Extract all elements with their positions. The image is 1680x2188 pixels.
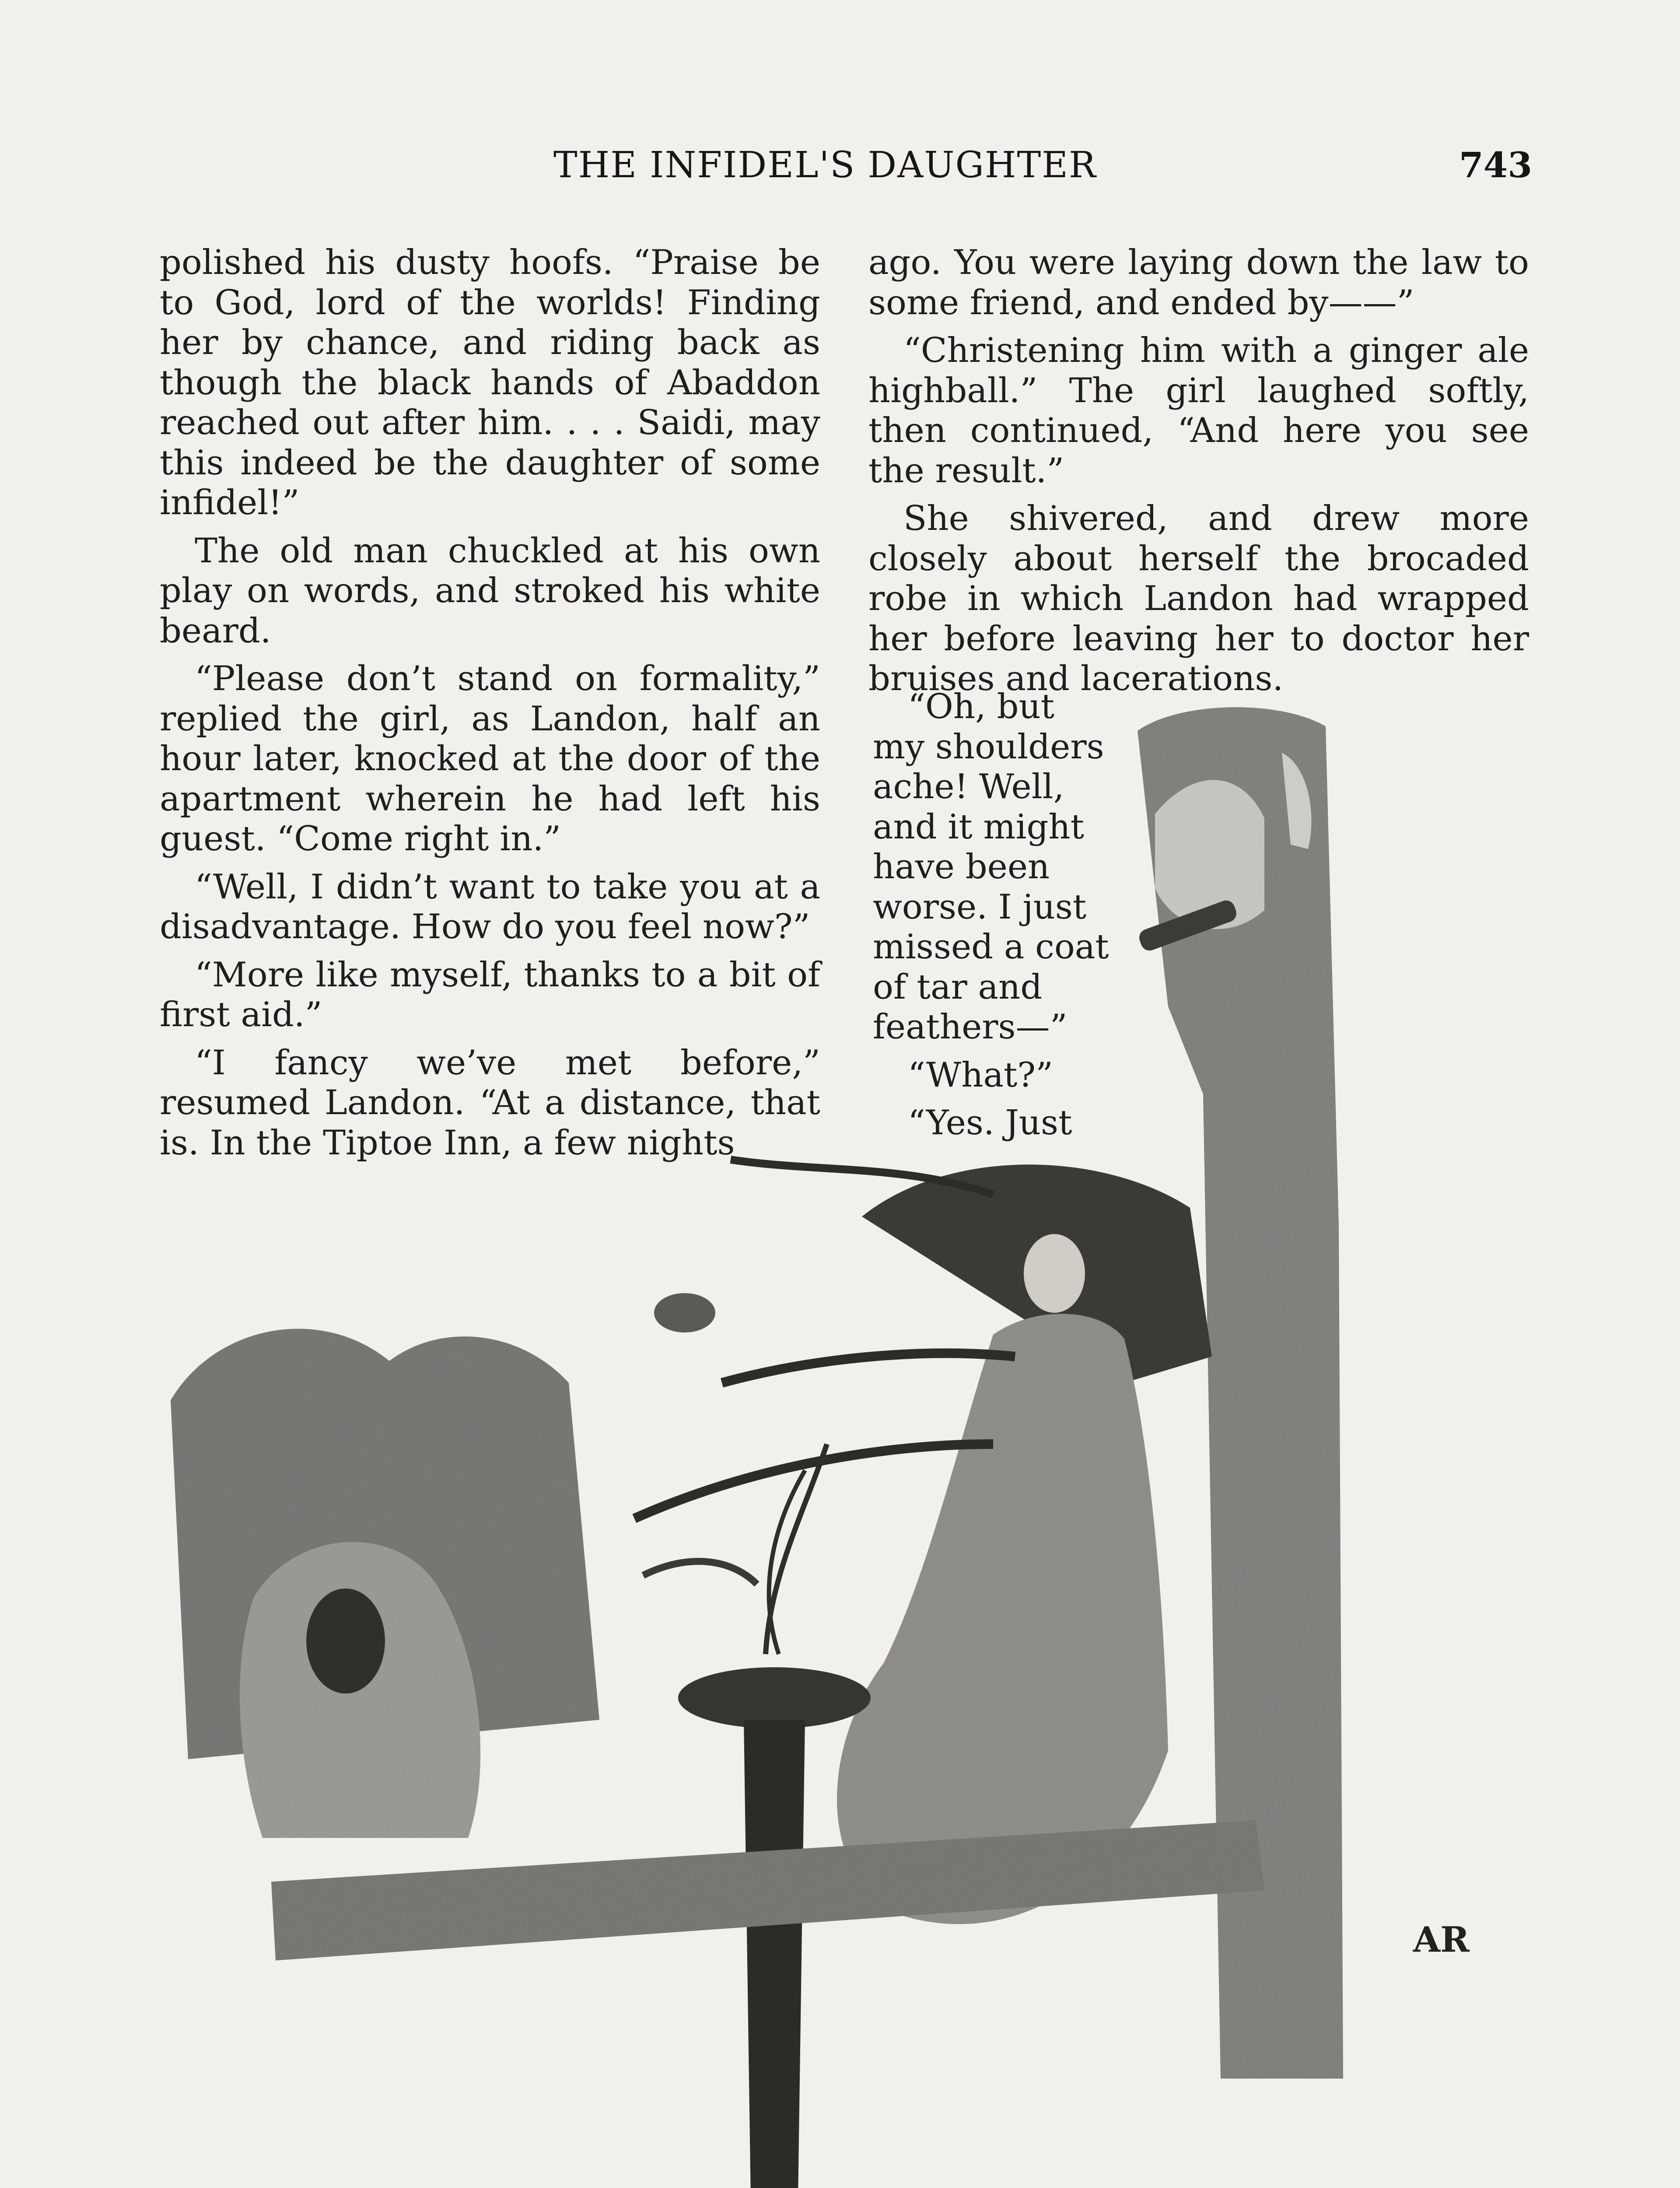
paragraph: ago. You were laying down the law to some friend, and ended by——” (868, 243, 1529, 323)
running-head: THE INFIDEL'S DAUGHTER (553, 144, 1097, 186)
paragraph: “I fancy we’ve met before,” resumed Landon. “At a distance, that is. In the Tiptoe Inn, a few nights (160, 1043, 820, 1163)
paragraph: “Oh, but my shoulders ache! Well, and it might have been worse. I just missed a coat of tar and feathers—” (873, 687, 1109, 1047)
woman-figure (634, 1160, 1212, 1924)
page-header (0, 144, 1680, 197)
artist-signature: AR (1413, 1919, 1470, 1960)
right-column (868, 243, 1529, 707)
paragraph: polished his dusty hoofs. “Praise be to God, lord of the worlds! Finding her by chance, and riding back as though the black hands of Abaddon reached out after him. . . . Saidi, may this indeed be the daughter of some infidel!” (160, 243, 820, 522)
paragraph: She shivered, and drew more closely about herself the brocaded robe in which Landon had wrapped her before leaving her to doctor her bruises and lacerations. (868, 499, 1529, 698)
paragraph: “Christening him with a ginger ale highball.” The girl laughed softly, then continued, “And here you see the result.” (868, 331, 1529, 491)
illustration (162, 700, 1562, 2188)
page-number: 743 (1459, 144, 1532, 186)
paragraph: “Well, I didn’t want to take you at a disadvantage. How do you feel now?” (160, 867, 820, 947)
paragraph: The old man chuckled at his own play on words, and stroked his white beard. (160, 531, 820, 651)
paragraph: “Please don’t stand on formality,” replied the girl, as Landon, half an hour later, knocked at the door of the apartment wherein he had left his guest. “Come right in.” (160, 659, 820, 859)
paragraph: “Yes. Just (908, 1103, 1072, 1143)
paragraph: “What?” (908, 1055, 1053, 1095)
paragraph: “More like myself, thanks to a bit of first aid.” (160, 955, 820, 1034)
flying-objects (643, 1293, 757, 1584)
